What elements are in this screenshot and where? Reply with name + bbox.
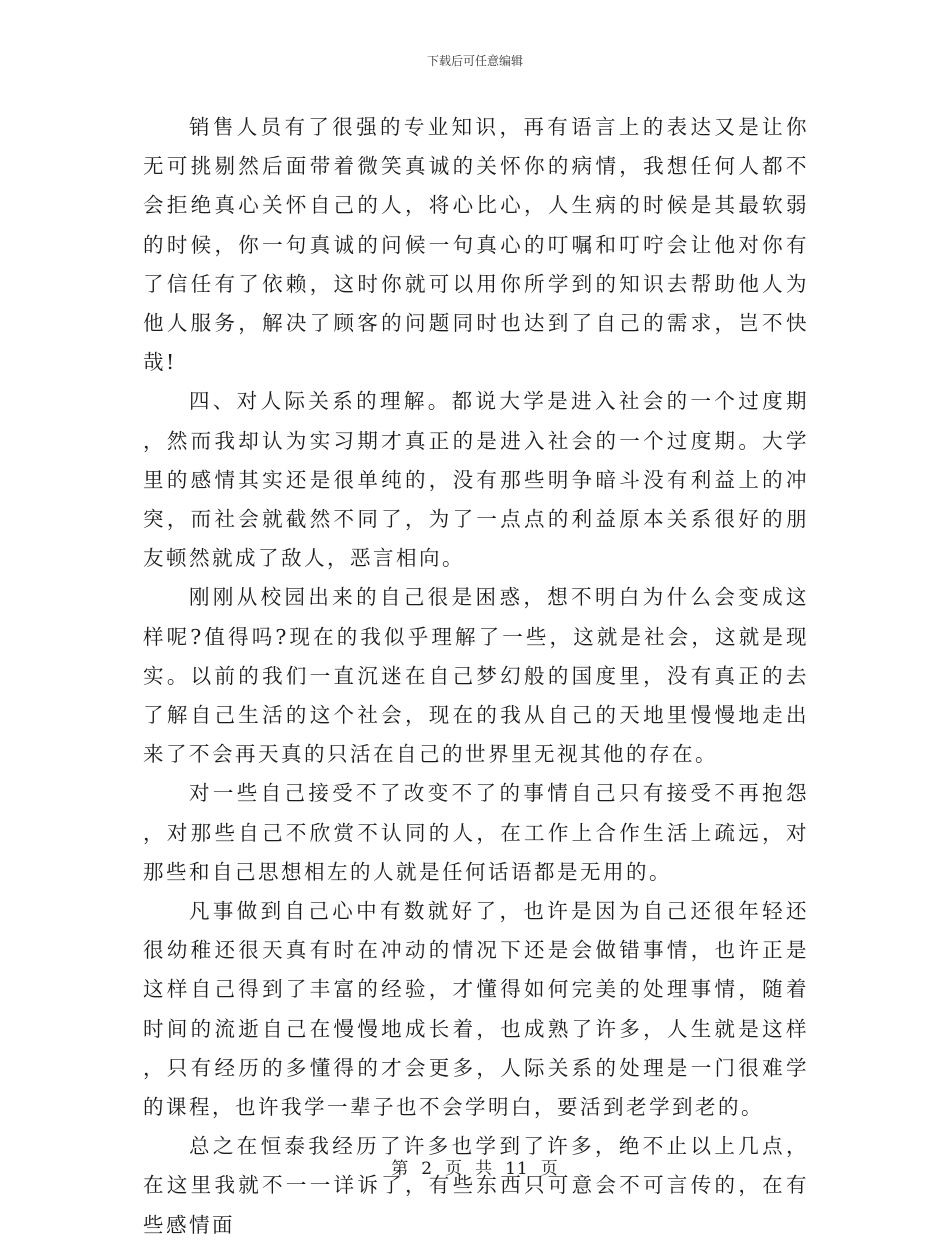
footer-label-total-unit: 页 — [540, 1159, 559, 1179]
footer-total-pages: 11 — [505, 1159, 529, 1179]
footer-label-page-unit: 页 — [445, 1159, 464, 1179]
paragraph: 对一些自己接受不了改变不了的事情自己只有接受不再抱怨，对那些自己不欣赏不认同的人，在工作上合作生活上疏远，对那些和自己思想相左的人就是任何话语都是无用的。 — [143, 781, 809, 884]
footer-label-total: 共 — [475, 1159, 494, 1179]
page-footer — [0, 1154, 950, 1179]
footer-label-page: 第 — [391, 1159, 410, 1179]
paragraph: 销售人员有了很强的专业知识，再有语言上的表达又是让你无可挑剔然后面带着微笑真诚的关怀你的病情，我想任何人都不会拒绝真心关怀自己的人，将心比心，人生病的时候是其最软弱的时候，你一句真诚的问候一句真心的叮嘱和叮咛会让他对你有了信任有了依赖，这时你就可以用你所学到的知识去帮助他人为他人服务，解决了顾客的问题同时也达到了自己的需求，岂不快哉! — [143, 115, 809, 375]
page-header: 下载后可任意编辑 — [426, 54, 523, 68]
paragraph: 凡事做到自己心中有数就好了，也许是因为自己还很年轻还很幼稚还很天真有时在冲动的情况下还是会做错事情，也许正是这样自己得到了丰富的经验，才懂得如何完美的处理事情，随着时间的流逝自己在慢慢地成长着，也成熟了许多，人生就是这样，只有经历的多懂得的才会更多，人际关系的处理是一门很难学的课程，也许我学一辈子也不会学明白，要活到老学到老的。 — [143, 899, 809, 1120]
paragraph: 四、对人际关系的理解。都说大学是进入社会的一个过度期，然而我却认为实习期才真正的是进入社会的一个过度期。大学里的感情其实还是很单纯的，没有那些明争暗斗没有利益上的冲突，而社会就截然不同了，为了一点点的利益原本关系很好的朋友顿然就成了敌人，恶言相向。 — [143, 389, 809, 571]
document-body — [143, 108, 809, 1245]
paragraph: 总之在恒泰我经历了许多也学到了许多，绝不止以上几点，在这里我就不一一详诉了，有些东西只可意会不可言传的，在有些感情面 — [143, 1134, 809, 1237]
footer-current-page: 2 — [421, 1159, 434, 1179]
paragraph: 刚刚从校园出来的自己很是困惑，想不明白为什么会变成这样呢?值得吗?现在的我似乎理解了一些，这就是社会，这就是现实。以前的我们一直沉迷在自己梦幻般的国度里，没有真正的去了解自己生活的这个社会，现在的我从自己的天地里慢慢地走出来了不会再天真的只活在自己的世界里无视其他的存在。 — [143, 585, 809, 767]
